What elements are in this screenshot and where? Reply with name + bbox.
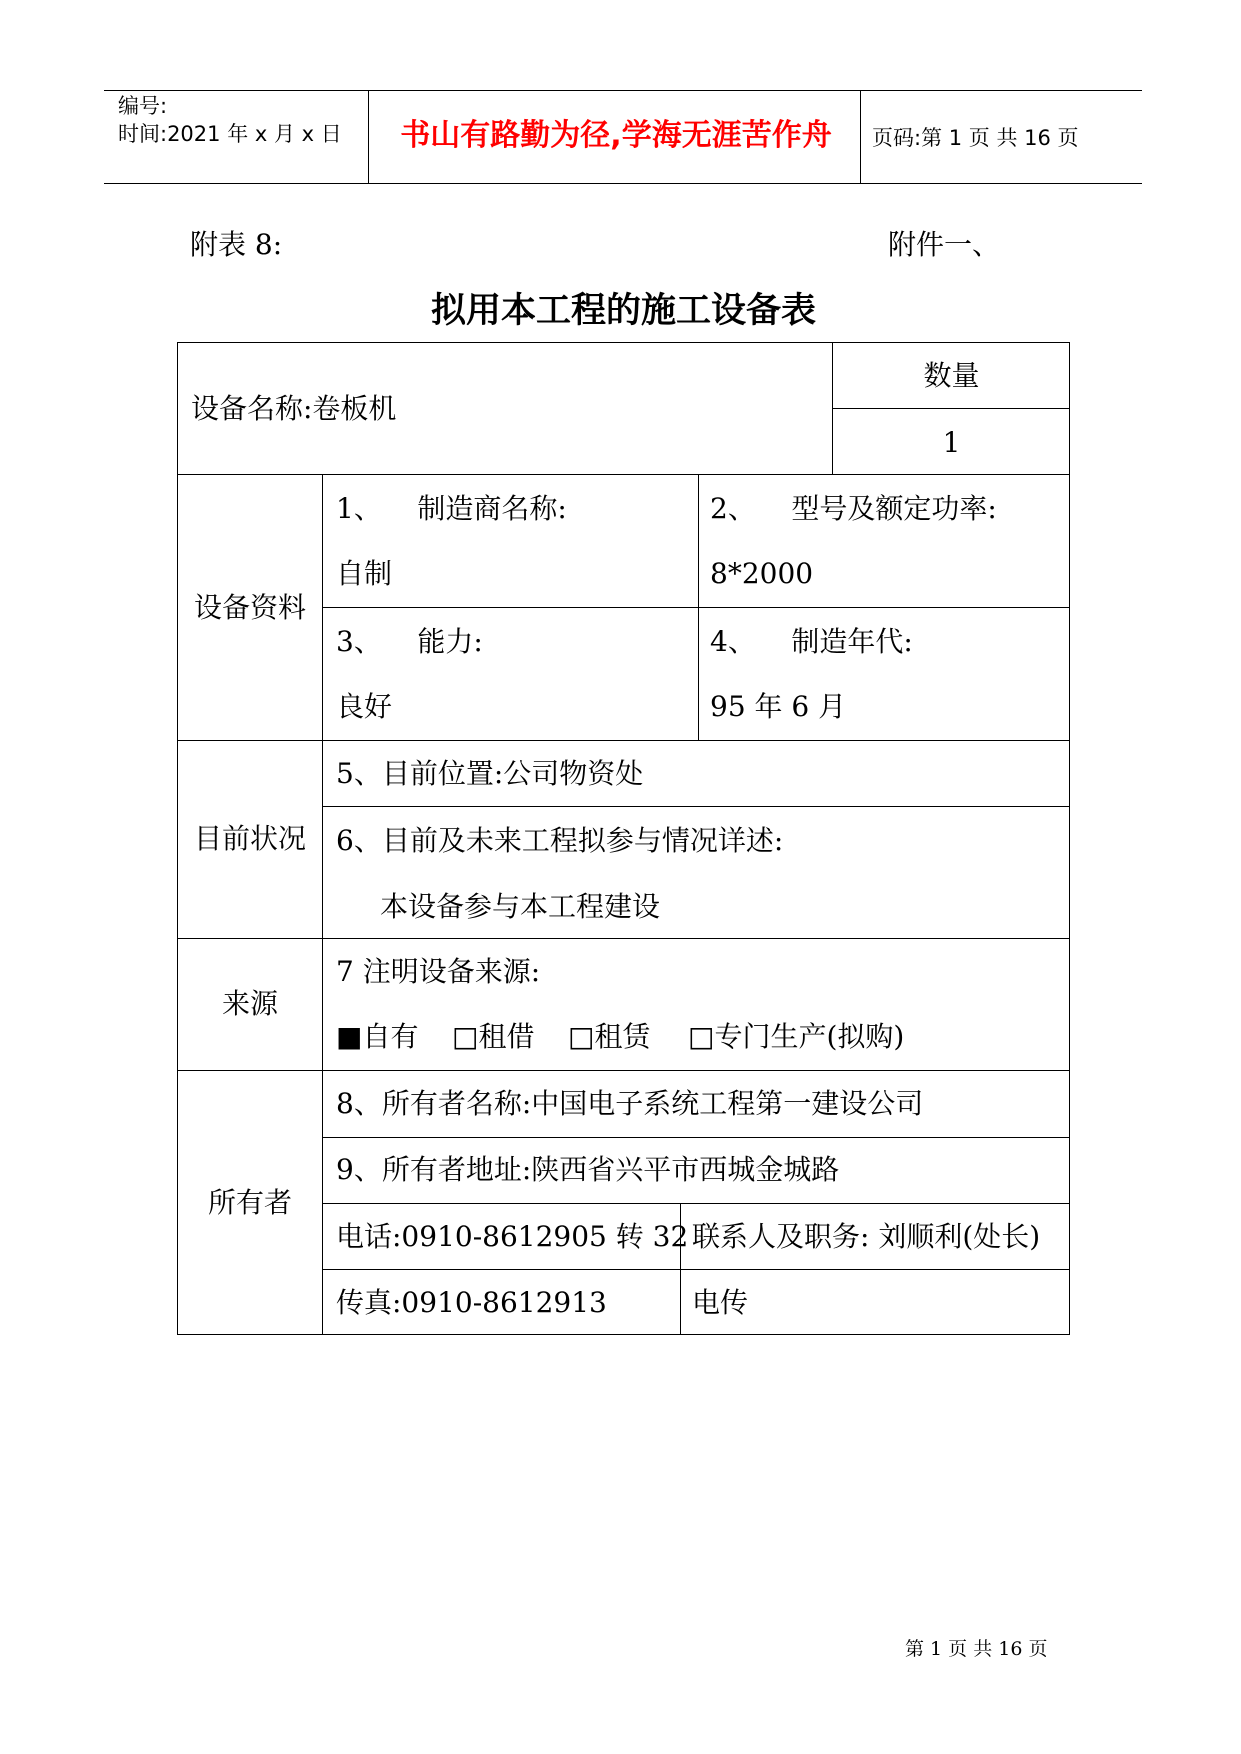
status-section-label: 目前状况 xyxy=(193,822,306,855)
col-rule xyxy=(698,474,699,740)
row-rule xyxy=(177,938,1070,939)
source-section-label: 来源 xyxy=(221,987,278,1020)
source-option-leased xyxy=(568,1020,650,1054)
row-rule xyxy=(832,408,1070,409)
source-option-label: 自有 xyxy=(362,1020,419,1053)
participation-value: 本设备参与本工程建设 xyxy=(380,890,661,923)
source-note-label: 7 注明设备来源: xyxy=(336,955,541,988)
device-name: 设备名称:卷板机 xyxy=(191,392,397,425)
owner-telegraph: 电传 xyxy=(692,1286,749,1319)
row-rule xyxy=(322,1137,1070,1138)
page-label: 页码:第 1 页 共 16 页 xyxy=(872,126,1079,150)
header-top-rule xyxy=(104,90,1142,91)
source-option-purchase xyxy=(688,1020,904,1054)
row-rule xyxy=(177,740,1070,741)
doc-number-label: 编号: xyxy=(118,94,168,118)
manufacturer-value: 自制 xyxy=(336,557,393,590)
owner-contact: 联系人及职务: 刘顺利(处长) xyxy=(692,1220,1041,1253)
owner-address: 9、所有者地址:陕西省兴平市西城金城路 xyxy=(336,1153,840,1186)
row-rule xyxy=(322,806,1070,807)
header-bottom-rule xyxy=(104,183,1142,184)
row-rule xyxy=(177,474,1070,475)
owner-fax: 传真:0910-8612913 xyxy=(336,1286,607,1319)
current-location: 5、目前位置:公司物资处 xyxy=(336,757,644,790)
motto: 书山有路勤为径,学海无涯苦作舟 xyxy=(400,118,832,153)
row-rule xyxy=(322,607,1070,608)
page-footer: 第 1 页 共 16 页 xyxy=(905,1638,1048,1660)
year-value: 95 年 6 月 xyxy=(710,690,847,723)
capacity-value: 良好 xyxy=(336,690,393,723)
row-rule xyxy=(177,1070,1070,1071)
row-rule xyxy=(322,1203,1070,1204)
source-option-label: 租借 xyxy=(478,1020,535,1053)
source-option-label: 租赁 xyxy=(594,1020,651,1053)
page-title: 拟用本工程的施工设备表 xyxy=(430,290,816,331)
header-divider-right xyxy=(860,90,861,184)
manufacturer-label: 1、 制造商名称: xyxy=(336,492,567,525)
owner-section-label: 所有者 xyxy=(207,1186,292,1219)
capacity-label: 3、 能力: xyxy=(336,625,483,658)
checkbox-empty-icon: □ xyxy=(568,1020,595,1053)
annex-left-label: 附表 8: xyxy=(190,228,283,261)
source-option-label: 专门生产(拟购) xyxy=(714,1020,905,1053)
source-option-owned xyxy=(336,1020,418,1054)
checkbox-filled-icon: ■ xyxy=(336,1020,363,1053)
model-label: 2、 型号及额定功率: xyxy=(710,492,997,525)
model-value: 8*2000 xyxy=(710,557,814,590)
owner-phone: 电话:0910-8612905 转 32 xyxy=(336,1220,689,1253)
checkbox-empty-icon: □ xyxy=(452,1020,479,1053)
source-option-borrowed xyxy=(452,1020,534,1054)
quantity-value: 1 xyxy=(942,426,961,459)
device-info-section-label: 设备资料 xyxy=(193,591,306,624)
col-rule xyxy=(322,474,323,1335)
checkbox-empty-icon: □ xyxy=(688,1020,715,1053)
row-rule xyxy=(322,1269,1070,1270)
year-label: 4、 制造年代: xyxy=(710,625,913,658)
quantity-label: 数量 xyxy=(923,359,980,392)
annex-right-label: 附件一、 xyxy=(888,228,1001,261)
time-label: 时间:2021 年 x 月 x 日 xyxy=(118,122,342,146)
participation-label: 6、目前及未来工程拟参与情况详述: xyxy=(336,824,784,857)
header-divider-left xyxy=(368,90,369,184)
owner-name: 8、所有者名称:中国电子系统工程第一建设公司 xyxy=(336,1087,924,1120)
